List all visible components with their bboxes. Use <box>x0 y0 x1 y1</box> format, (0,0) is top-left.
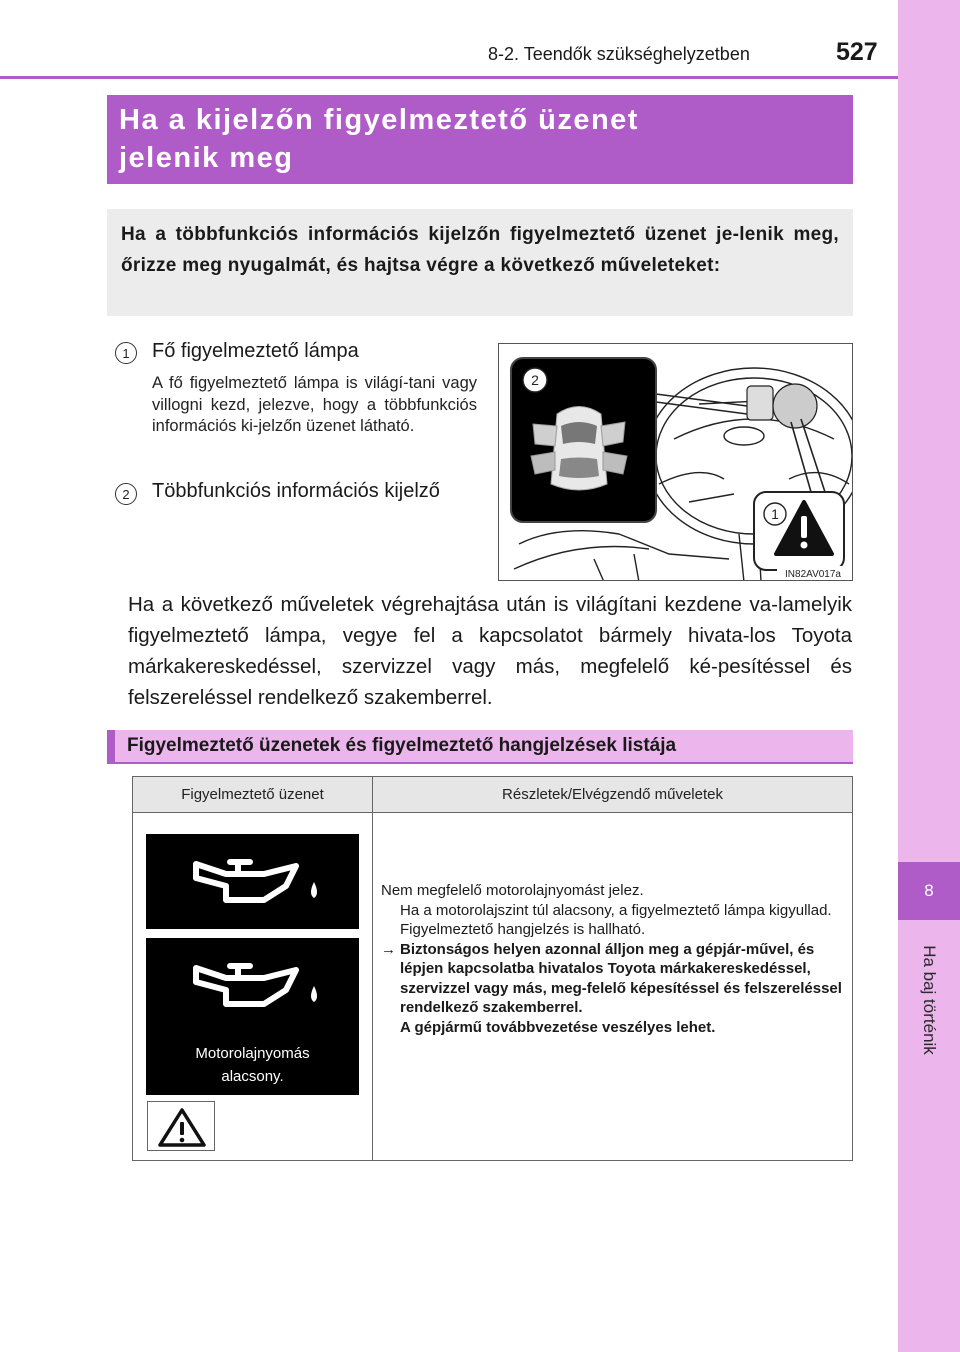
intro-box: Ha a többfunkciós információs kijelzőn figyelmeztető üzenet je-lenik meg, őrizze meg nyugalmát, és hajtsa végre a következő műveleteket: <box>107 209 853 316</box>
item-1-description: A fő figyelmeztető lámpa is világí-tani vagy villogni kezd, jelezve, hogy a többfunkciós információs ki-jelzőn üzenet látható. <box>152 374 477 435</box>
detail-action-warning: A gépjármű továbbvezetése veszélyes lehet. <box>400 1018 716 1036</box>
detail-line-1: Nem megfelelő motorolajnyomást jelez. <box>381 882 644 899</box>
screen-message-line1: Motorolajnyomás <box>195 1045 310 1062</box>
subsection-heading: Figyelmeztető üzenetek és figyelmeztető hangjelzések listája <box>107 730 853 764</box>
callout-2-number: 2 <box>531 372 539 388</box>
chapter-tab-strip <box>898 0 960 1352</box>
section-title-line1: Ha a kijelzőn figyelmeztető üzenet <box>119 104 639 136</box>
item-1-title: Fő figyelmeztető lámpa <box>152 340 359 362</box>
body-paragraph: Ha a következő műveletek végrehajtása után is világítani kezdene va-lamelyik figyelmeztető lámpa, vegye fel a kapcsolatot bármely hivata-los Toyota márkakereskedéssel, szervizzel vagy más, megfelelő ké-pesítéssel és felszereléssel rendelkező szakemberrel. <box>128 593 852 709</box>
header-section-title: 8-2. Teendők szükséghelyzetben <box>488 44 750 64</box>
table-header-message: Figyelmeztető üzenet <box>181 786 324 803</box>
detail-action <box>381 940 849 1038</box>
master-warning-light-box <box>147 1101 215 1151</box>
callout-1-number: 1 <box>771 506 779 522</box>
item-2-number: 2 <box>115 483 137 505</box>
table-header-row <box>133 777 852 813</box>
table-column-divider <box>372 777 373 1160</box>
arrow-icon: → <box>381 940 396 958</box>
screen-message-line2: alacsony. <box>221 1068 284 1085</box>
detail-line-3: Figyelmeztető hangjelzés is hallható. <box>400 921 646 938</box>
warning-triangle-outline-icon <box>148 1102 216 1152</box>
item-1-number: 1 <box>115 342 137 364</box>
page-number: 527 <box>836 38 878 66</box>
chapter-number-tab[interactable]: 8 <box>898 862 960 920</box>
oil-pressure-message-screen <box>146 938 359 1095</box>
detail-line-2: Ha a motorolajszint túl alacsony, a figyelmeztető lámpa kigyullad. <box>400 901 832 919</box>
table-header-details: Részletek/Elvégzendő műveletek <box>502 786 723 803</box>
oil-pressure-indicator-screen <box>146 834 359 929</box>
figure-code: IN82AV017a <box>785 569 841 580</box>
warning-details <box>381 881 849 1037</box>
header-rule <box>0 76 898 79</box>
detail-action-text: Biztonságos helyen azonnal álljon meg a gépjár-művel, és lépjen kapcsolatba hivatalos Toyota márkakereskedéssel, szervizzel vagy más, meg-felelő képesítéssel és felszereléssel rendelkező szakemberrel. <box>400 940 842 1016</box>
dashboard-drawing <box>499 344 853 581</box>
oil-can-icon-message <box>146 938 359 1033</box>
chapter-title: Ha baj történik <box>920 945 939 1055</box>
section-title-line2: jelenik meg <box>119 142 294 174</box>
chapter-title-tab <box>898 930 960 1070</box>
dashboard-illustration <box>498 343 853 581</box>
oil-can-icon <box>146 834 359 929</box>
item-2-title: Többfunkciós információs kijelző <box>152 480 440 502</box>
warning-messages-table <box>132 776 853 1161</box>
section-title-banner <box>107 95 853 184</box>
